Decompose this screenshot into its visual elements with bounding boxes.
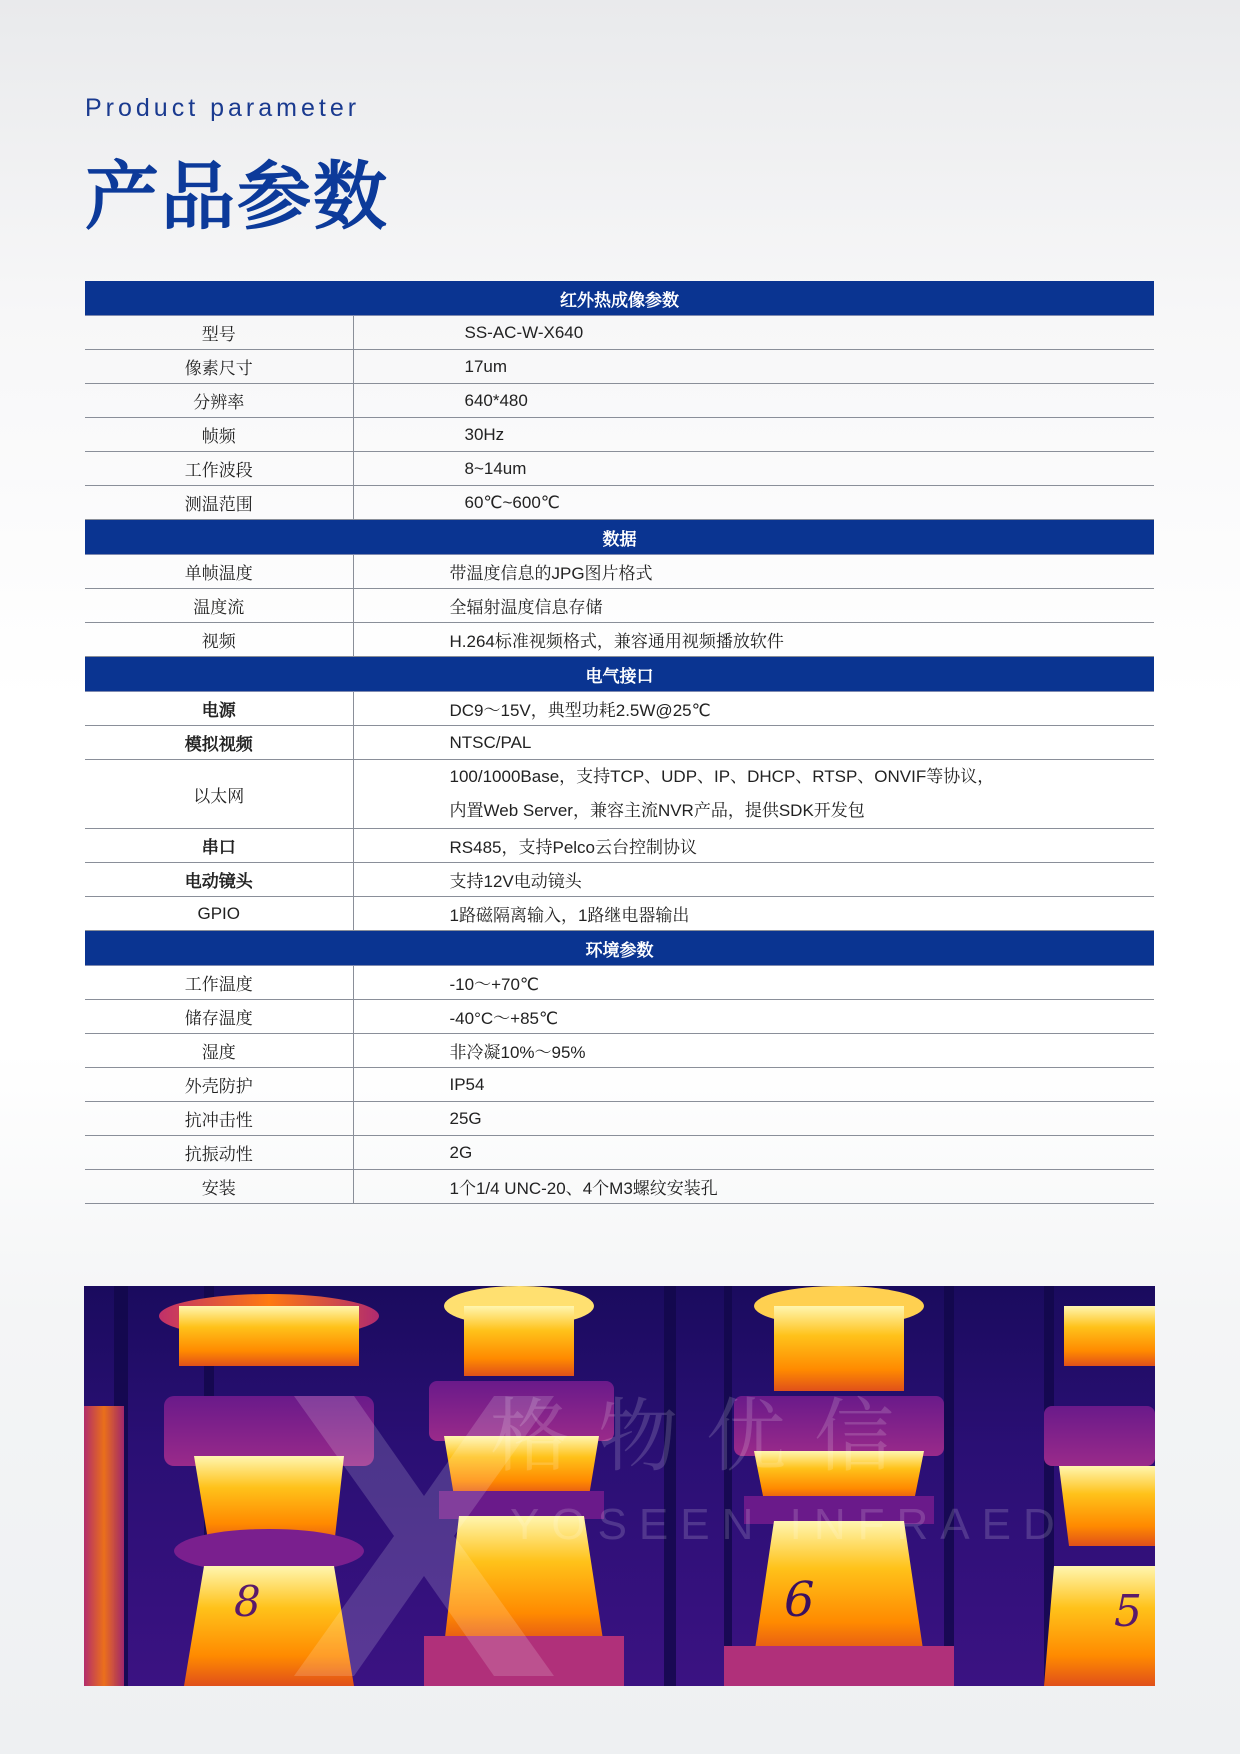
spec-row xyxy=(85,863,1154,897)
spec-row xyxy=(85,350,1154,384)
spec-key: 模拟视频 xyxy=(85,726,353,760)
spec-key: 型号 xyxy=(85,316,353,350)
spec-value: DC9～15V，典型功耗2.5W@25℃ xyxy=(353,692,1154,726)
spec-key: 像素尺寸 xyxy=(85,350,353,384)
spec-key: 电源 xyxy=(85,692,353,726)
section-header-infrared xyxy=(85,281,1154,316)
spec-key: 串口 xyxy=(85,829,353,863)
spec-value: 25G xyxy=(353,1102,1154,1136)
section-title: 数据 xyxy=(85,520,1154,555)
spec-value: SS-AC-W-X640 xyxy=(353,316,1154,350)
svg-text:6: 6 xyxy=(784,1572,815,1628)
spec-key: 测温范围 xyxy=(85,486,353,520)
spec-key: 安装 xyxy=(85,1170,353,1204)
spec-value: 30Hz xyxy=(353,418,1154,452)
svg-text:8: 8 xyxy=(234,1577,261,1626)
spec-row xyxy=(85,1102,1154,1136)
section-title: 红外热成像参数 xyxy=(85,281,1154,316)
spec-row xyxy=(85,1170,1154,1204)
spec-row xyxy=(85,897,1154,931)
spec-value: 60℃~600℃ xyxy=(353,486,1154,520)
spec-row xyxy=(85,452,1154,486)
spec-value: RS485，支持Pelco云台控制协议 xyxy=(353,829,1154,863)
section-header-data xyxy=(85,520,1154,555)
spec-value: 带温度信息的JPG图片格式 xyxy=(353,555,1154,589)
page-title: 产品参数 xyxy=(85,154,389,240)
spec-value: 640*480 xyxy=(353,384,1154,418)
spec-key: 抗振动性 xyxy=(85,1136,353,1170)
spec-key: 工作温度 xyxy=(85,966,353,1000)
spec-key: 储存温度 xyxy=(85,1000,353,1034)
page-subtitle: Product parameter xyxy=(85,94,361,122)
spec-key: 电动镜头 xyxy=(85,863,353,897)
spec-value: 支持12V电动镜头 xyxy=(353,863,1154,897)
section-header-environment xyxy=(85,931,1154,966)
spec-key: 湿度 xyxy=(85,1034,353,1068)
spec-key: 分辨率 xyxy=(85,384,353,418)
spec-value: -10～+70℃ xyxy=(353,966,1154,1000)
spec-row xyxy=(85,1000,1154,1034)
spec-row xyxy=(85,1034,1154,1068)
spec-row xyxy=(85,316,1154,350)
spec-key: 帧频 xyxy=(85,418,353,452)
spec-key: 抗冲击性 xyxy=(85,1102,353,1136)
spec-row xyxy=(85,589,1154,623)
section-title: 环境参数 xyxy=(85,931,1154,966)
spec-value-line: 100/1000Base，支持TCP、UDP、IP、DHCP、RTSP、ONVIF等协议， xyxy=(449,767,995,786)
spec-key: 工作波段 xyxy=(85,452,353,486)
spec-key: 以太网 xyxy=(85,760,353,829)
spec-row xyxy=(85,1136,1154,1170)
spec-key: 视频 xyxy=(85,623,353,657)
spec-row xyxy=(85,418,1154,452)
spec-row xyxy=(85,486,1154,520)
spec-value: 非冷凝10%～95% xyxy=(353,1034,1154,1068)
spec-row xyxy=(85,384,1154,418)
spec-value xyxy=(353,760,1154,829)
spec-row xyxy=(85,692,1154,726)
spec-row xyxy=(85,760,1154,829)
spec-value: 全辐射温度信息存储 xyxy=(353,589,1154,623)
spec-value: IP54 xyxy=(353,1068,1154,1102)
spec-key: 外壳防护 xyxy=(85,1068,353,1102)
spec-row xyxy=(85,966,1154,1000)
section-title: 电气接口 xyxy=(85,657,1154,692)
watermark-en: YOSEEN INFRAED xyxy=(510,1500,1067,1549)
spec-key: 单帧温度 xyxy=(85,555,353,589)
spec-value-line: 内置Web Server，兼容主流NVR产品，提供SDK开发包 xyxy=(449,801,865,820)
spec-value: 1个1/4 UNC-20、4个M3螺纹安装孔 xyxy=(353,1170,1154,1204)
spec-value: 1路磁隔离输入，1路继电器输出 xyxy=(353,897,1154,931)
spec-value: 17um xyxy=(353,350,1154,384)
spec-key: GPIO xyxy=(85,897,353,931)
spec-value: NTSC/PAL xyxy=(353,726,1154,760)
spec-row xyxy=(85,1068,1154,1102)
section-header-electrical xyxy=(85,657,1154,692)
spec-key: 温度流 xyxy=(85,589,353,623)
spec-row xyxy=(85,623,1154,657)
spec-value: 2G xyxy=(353,1136,1154,1170)
spec-value: H.264标准视频格式，兼容通用视频播放软件 xyxy=(353,623,1154,657)
spec-row xyxy=(85,555,1154,589)
spec-row xyxy=(85,726,1154,760)
svg-text:5: 5 xyxy=(1114,1586,1142,1637)
spec-table xyxy=(85,281,1154,1204)
spec-value: -40°C～+85℃ xyxy=(353,1000,1154,1034)
spec-row xyxy=(85,829,1154,863)
watermark-cn: 格物优信 xyxy=(490,1390,922,1483)
spec-value: 8~14um xyxy=(353,452,1154,486)
